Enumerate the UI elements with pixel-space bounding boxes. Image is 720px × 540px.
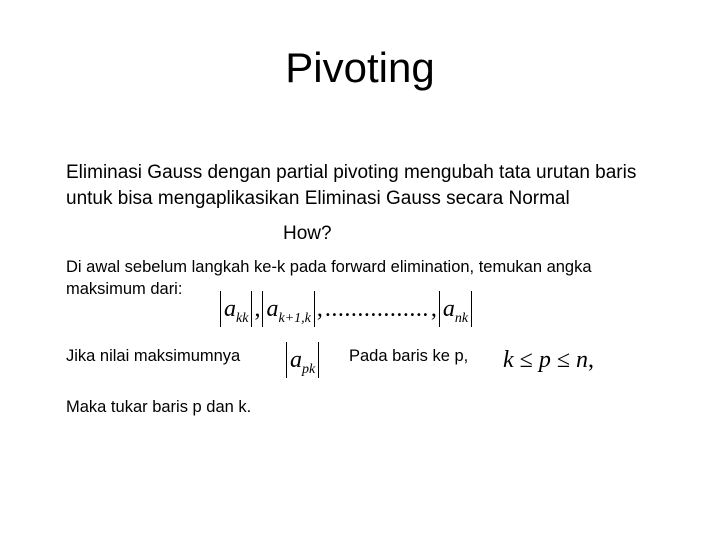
jika-text: Jika nilai maksimumnya [66,347,241,365]
ellipsis-dots: ................ [324,295,429,322]
pivot-equation [286,340,319,380]
abs-a-pk: $a_{pk}$ [286,342,319,378]
intro-paragraph: Eliminasi Gauss dengan partial pivoting mengubah tata urutan baris untuk bisa mengaplikasikan Eliminasi Gauss secara Normal [66,162,637,209]
range-condition: k ≤ p ≤ n, [503,347,594,373]
max-candidates-equation [220,289,472,329]
abs-a-kk: $a_{kk}$ [220,291,252,327]
step-line-1: Di awal sebelum langkah ke-k pada forward elimination, temukan angka [66,258,592,276]
abs-a-k1k: $a_{k+1,k}$ [262,291,314,327]
maka-text: Maka tukar baris p dan k. [66,398,252,416]
comma-separator: , [254,295,261,322]
pada-text: Pada baris ke p, [349,347,469,365]
abs-a-nk: $a_{nk}$ [439,291,472,327]
how-question: How? [283,223,332,244]
comma-separator: , [316,295,323,322]
comma-separator: , [430,295,437,322]
step-line-2: maksimum dari: [66,280,183,298]
slide-title: Pivoting [285,44,435,91]
